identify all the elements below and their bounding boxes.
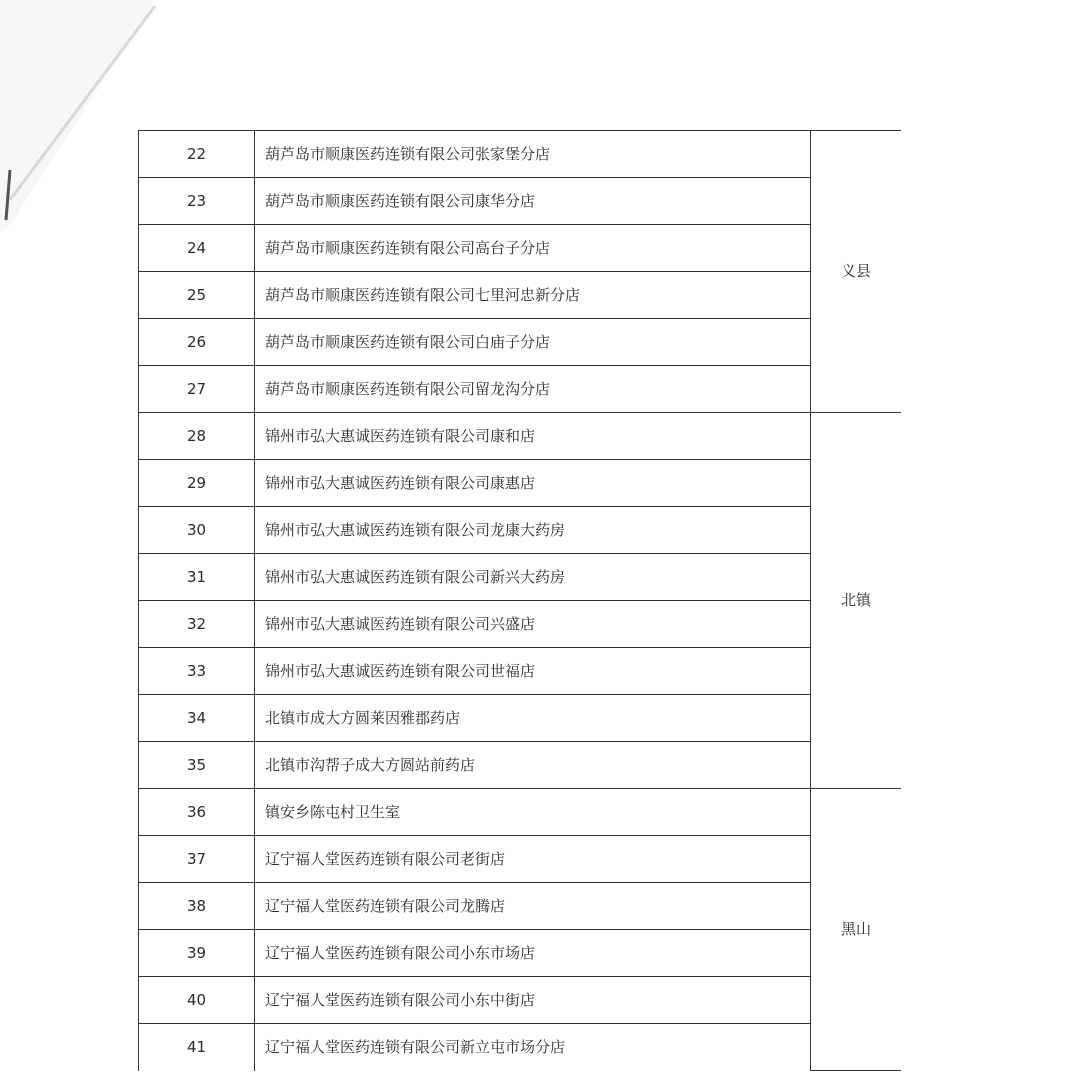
table-row (139, 695, 902, 742)
table-row (139, 1024, 902, 1071)
table-row (139, 178, 902, 225)
store-name: 辽宁福人堂医药连锁有限公司小东市场店 (255, 930, 811, 977)
row-number: 40 (139, 977, 255, 1024)
row-number: 31 (139, 554, 255, 601)
table-row (139, 648, 902, 695)
store-name: 北镇市沟帮子成大方圆站前药店 (255, 742, 811, 789)
row-number: 37 (139, 836, 255, 883)
store-name: 锦州市弘大惠诚医药连锁有限公司康惠店 (255, 460, 811, 507)
row-number: 36 (139, 789, 255, 836)
store-name: 葫芦岛市顺康医药连锁有限公司康华分店 (255, 178, 811, 225)
table-row (139, 507, 902, 554)
row-number: 23 (139, 178, 255, 225)
row-number: 24 (139, 225, 255, 272)
table-row (139, 366, 902, 413)
row-number: 41 (139, 1024, 255, 1071)
table-row (139, 319, 902, 366)
row-number: 28 (139, 413, 255, 460)
row-number: 22 (139, 131, 255, 178)
store-name: 葫芦岛市顺康医药连锁有限公司白庙子分店 (255, 319, 811, 366)
store-name: 锦州市弘大惠诚医药连锁有限公司龙康大药房 (255, 507, 811, 554)
table-row (139, 930, 902, 977)
table-row (139, 742, 902, 789)
county-cell: 黑山 (811, 789, 902, 1071)
row-number: 27 (139, 366, 255, 413)
store-list-table-wrap (138, 130, 901, 1077)
store-name: 葫芦岛市顺康医药连锁有限公司七里河忠新分店 (255, 272, 811, 319)
row-number: 30 (139, 507, 255, 554)
row-number: 26 (139, 319, 255, 366)
store-name: 镇安乡陈屯村卫生室 (255, 789, 811, 836)
table-row (139, 460, 902, 507)
store-name: 辽宁福人堂医药连锁有限公司老街店 (255, 836, 811, 883)
table-row (139, 554, 902, 601)
table-row (139, 883, 902, 930)
table-row (139, 601, 902, 648)
store-name: 辽宁福人堂医药连锁有限公司新立屯市场分店 (255, 1024, 811, 1071)
row-number: 32 (139, 601, 255, 648)
row-number: 25 (139, 272, 255, 319)
row-number: 39 (139, 930, 255, 977)
table-row (139, 131, 902, 178)
table-row (139, 225, 902, 272)
table-body (139, 131, 902, 1071)
store-name: 葫芦岛市顺康医药连锁有限公司高台子分店 (255, 225, 811, 272)
store-name: 辽宁福人堂医药连锁有限公司龙腾店 (255, 883, 811, 930)
row-number: 35 (139, 742, 255, 789)
store-name: 锦州市弘大惠诚医药连锁有限公司康和店 (255, 413, 811, 460)
store-name: 葫芦岛市顺康医药连锁有限公司留龙沟分店 (255, 366, 811, 413)
store-name: 北镇市成大方圆莱因雅郡药店 (255, 695, 811, 742)
row-number: 34 (139, 695, 255, 742)
store-name: 锦州市弘大惠诚医药连锁有限公司兴盛店 (255, 601, 811, 648)
county-cell: 义县 (811, 131, 902, 413)
table-row (139, 977, 902, 1024)
table-row (139, 836, 902, 883)
store-list-table (138, 130, 901, 1071)
store-name: 辽宁福人堂医药连锁有限公司小东中街店 (255, 977, 811, 1024)
store-name: 锦州市弘大惠诚医药连锁有限公司新兴大药房 (255, 554, 811, 601)
row-number: 38 (139, 883, 255, 930)
table-row (139, 413, 902, 460)
store-name: 葫芦岛市顺康医药连锁有限公司张家堡分店 (255, 131, 811, 178)
table-row (139, 272, 902, 319)
row-number: 29 (139, 460, 255, 507)
table-row (139, 789, 902, 836)
county-cell: 北镇 (811, 413, 902, 789)
store-name: 锦州市弘大惠诚医药连锁有限公司世福店 (255, 648, 811, 695)
row-number: 33 (139, 648, 255, 695)
